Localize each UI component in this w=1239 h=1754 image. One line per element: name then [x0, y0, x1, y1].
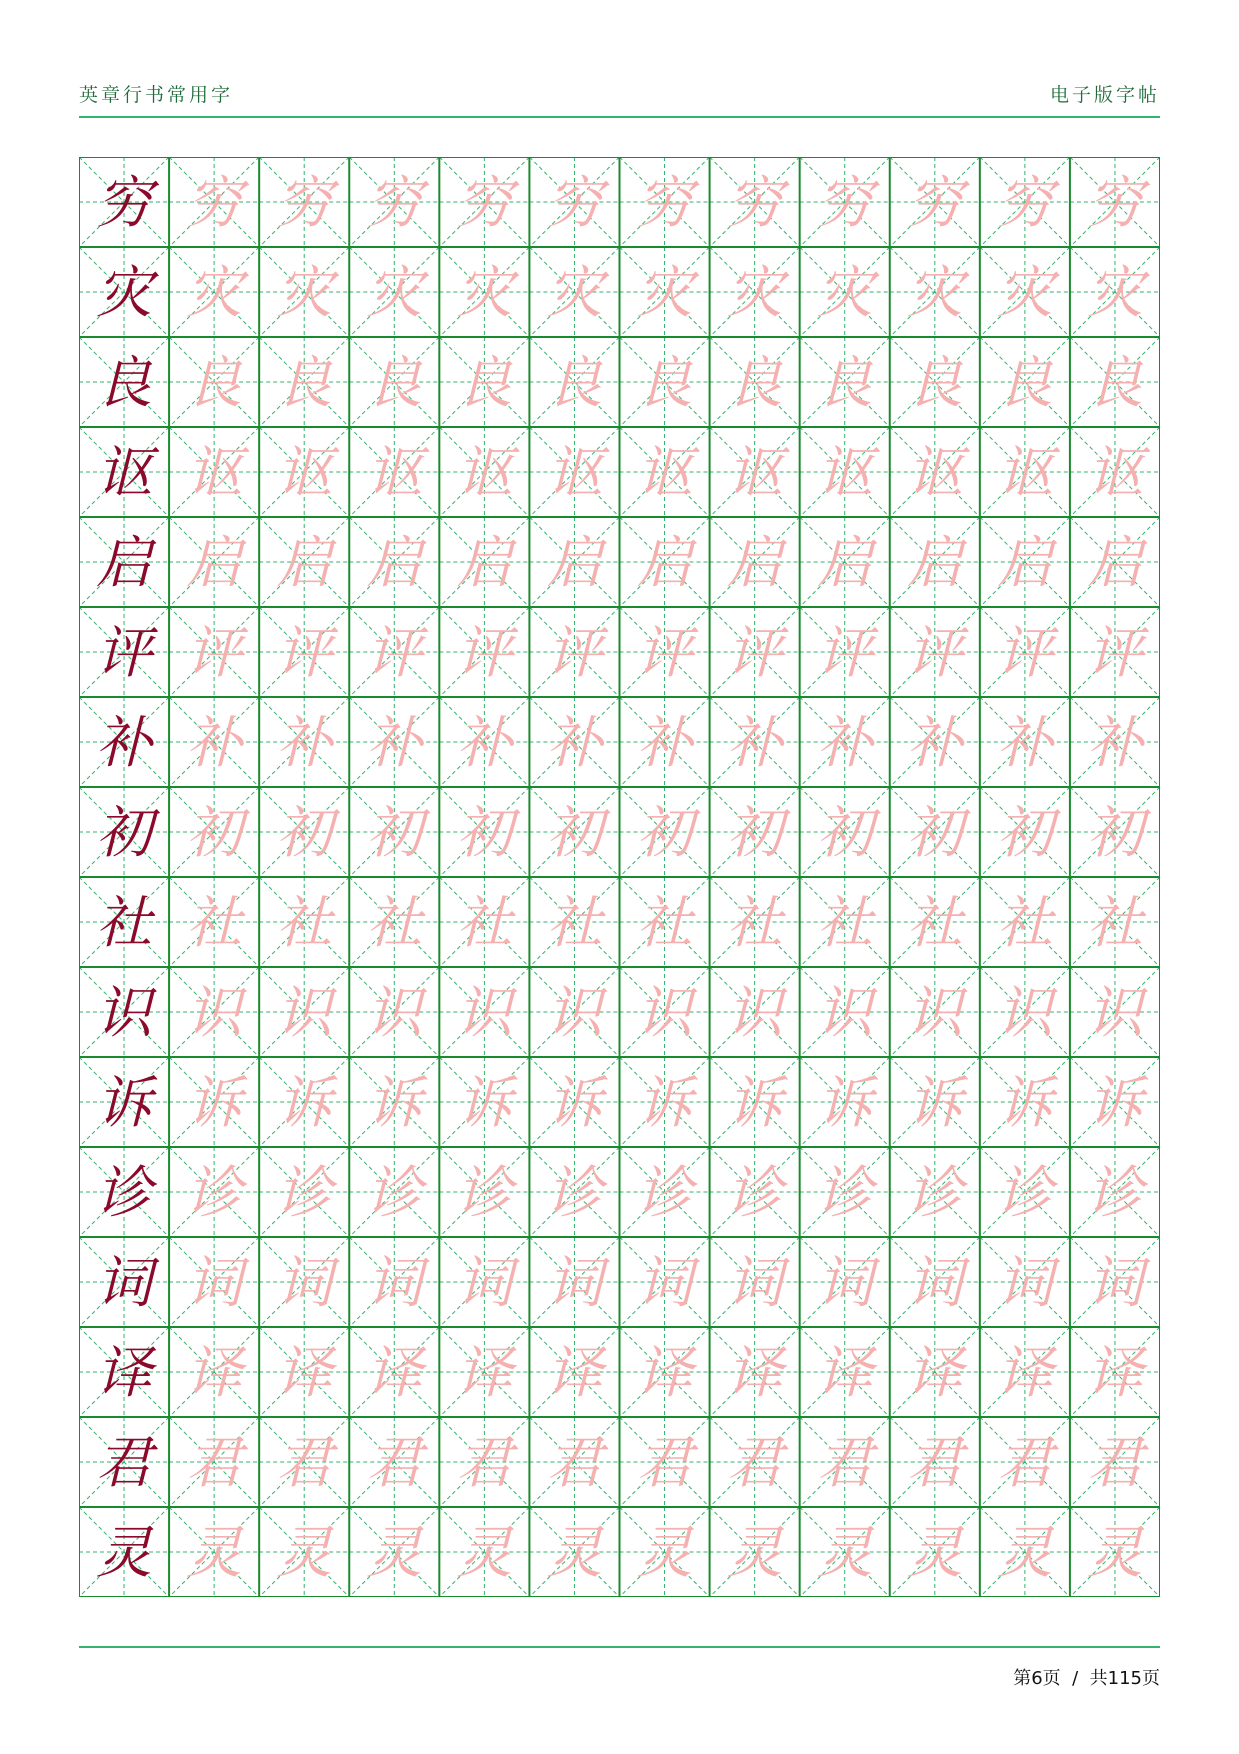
trace-character: 良: [546, 351, 603, 416]
trace-character: 评: [636, 621, 693, 686]
trace-character: 灾: [366, 261, 423, 326]
trace-character: 讴: [996, 441, 1053, 506]
trace-character: 诊: [546, 1161, 603, 1226]
trace-character: 社: [726, 891, 783, 956]
trace-character: 启: [726, 531, 783, 596]
trace-character: 识: [1086, 981, 1143, 1046]
trace-character: 灾: [996, 261, 1053, 326]
trace-character: 识: [276, 981, 333, 1046]
trace-character: 穷: [546, 171, 603, 236]
trace-character: 良: [456, 351, 513, 416]
trace-character: 初: [456, 801, 513, 866]
trace-character: 初: [276, 801, 333, 866]
model-character: 补: [96, 711, 153, 776]
trace-character: 良: [186, 351, 243, 416]
trace-character: 讴: [366, 441, 423, 506]
trace-character: 启: [636, 531, 693, 596]
trace-character: 启: [816, 531, 873, 596]
model-character: 穷: [96, 171, 153, 236]
trace-character: 词: [996, 1251, 1053, 1316]
trace-character: 君: [456, 1431, 513, 1496]
trace-character: 诊: [1086, 1161, 1143, 1226]
trace-character: 补: [186, 711, 243, 776]
trace-character: 社: [546, 891, 603, 956]
trace-character: 识: [456, 981, 513, 1046]
trace-character: 词: [726, 1251, 783, 1316]
trace-character: 启: [996, 531, 1053, 596]
trace-character: 诊: [996, 1161, 1053, 1226]
trace-character: 译: [636, 1341, 693, 1406]
trace-character: 识: [906, 981, 963, 1046]
trace-character: 君: [546, 1431, 603, 1496]
header-subtitle: 电子版字帖: [1049, 84, 1160, 106]
model-character: 初: [96, 801, 153, 866]
trace-character: 初: [1086, 801, 1143, 866]
header-divider: [79, 116, 1160, 118]
trace-character: 诊: [276, 1161, 333, 1226]
trace-character: 灵: [546, 1521, 603, 1586]
trace-character: 诊: [186, 1161, 243, 1226]
trace-character: 启: [276, 531, 333, 596]
trace-character: 识: [546, 981, 603, 1046]
trace-character: 诉: [276, 1071, 333, 1136]
trace-character: 启: [186, 531, 243, 596]
trace-character: 社: [456, 891, 513, 956]
page-separator-slash: /: [1072, 1668, 1079, 1689]
trace-character: 灾: [906, 261, 963, 326]
trace-character: 评: [276, 621, 333, 686]
trace-character: 词: [186, 1251, 243, 1316]
trace-character: 译: [546, 1341, 603, 1406]
trace-character: 译: [816, 1341, 873, 1406]
trace-character: 诉: [366, 1071, 423, 1136]
trace-character: 良: [1086, 351, 1143, 416]
trace-character: 灵: [186, 1521, 243, 1586]
trace-character: 译: [1086, 1341, 1143, 1406]
trace-character: 启: [456, 531, 513, 596]
trace-character: 讴: [906, 441, 963, 506]
trace-character: 灵: [1086, 1521, 1143, 1586]
trace-character: 补: [276, 711, 333, 776]
trace-character: 灵: [726, 1521, 783, 1586]
trace-character: 君: [276, 1431, 333, 1496]
trace-character: 君: [996, 1431, 1053, 1496]
model-character: 启: [96, 531, 153, 596]
trace-character: 诉: [1086, 1071, 1143, 1136]
trace-character: 词: [546, 1251, 603, 1316]
page-total: 共115页: [1089, 1668, 1160, 1689]
trace-character: 讴: [816, 441, 873, 506]
trace-character: 诊: [636, 1161, 693, 1226]
trace-character: 补: [456, 711, 513, 776]
trace-character: 灵: [996, 1521, 1053, 1586]
trace-character: 词: [1086, 1251, 1143, 1316]
model-character: 灾: [96, 261, 153, 326]
trace-character: 灾: [726, 261, 783, 326]
trace-character: 穷: [1086, 171, 1143, 236]
footer-divider: [79, 1646, 1160, 1648]
trace-character: 初: [816, 801, 873, 866]
trace-character: 译: [906, 1341, 963, 1406]
trace-character: 穷: [996, 171, 1053, 236]
trace-character: 穷: [636, 171, 693, 236]
trace-character: 灵: [636, 1521, 693, 1586]
trace-character: 社: [366, 891, 423, 956]
trace-character: 评: [816, 621, 873, 686]
model-character: 灵: [96, 1521, 153, 1586]
trace-character: 讴: [276, 441, 333, 506]
trace-character: 诉: [996, 1071, 1053, 1136]
trace-character: 词: [636, 1251, 693, 1316]
trace-character: 词: [906, 1251, 963, 1316]
trace-character: 讴: [1086, 441, 1143, 506]
trace-character: 灾: [636, 261, 693, 326]
trace-character: 评: [186, 621, 243, 686]
trace-character: 译: [276, 1341, 333, 1406]
trace-character: 讴: [456, 441, 513, 506]
practice-grid-svg: [79, 157, 1160, 1597]
trace-character: 穷: [456, 171, 513, 236]
trace-character: 灵: [906, 1521, 963, 1586]
trace-character: 社: [906, 891, 963, 956]
trace-character: 社: [1086, 891, 1143, 956]
trace-character: 诉: [636, 1071, 693, 1136]
trace-character: 君: [906, 1431, 963, 1496]
trace-character: 灵: [276, 1521, 333, 1586]
trace-character: 识: [996, 981, 1053, 1046]
header-title: 英章行书常用字: [79, 84, 234, 106]
trace-character: 补: [906, 711, 963, 776]
trace-character: 评: [546, 621, 603, 686]
trace-character: 补: [1086, 711, 1143, 776]
trace-character: 补: [726, 711, 783, 776]
trace-character: 君: [366, 1431, 423, 1496]
trace-character: 初: [546, 801, 603, 866]
trace-character: 诊: [906, 1161, 963, 1226]
trace-character: 诊: [816, 1161, 873, 1226]
trace-character: 良: [726, 351, 783, 416]
model-character: 诉: [96, 1071, 153, 1136]
trace-character: 灾: [1086, 261, 1143, 326]
trace-character: 译: [996, 1341, 1053, 1406]
trace-character: 词: [816, 1251, 873, 1316]
trace-character: 初: [636, 801, 693, 866]
trace-character: 初: [726, 801, 783, 866]
trace-character: 词: [456, 1251, 513, 1316]
trace-character: 灾: [456, 261, 513, 326]
trace-character: 社: [276, 891, 333, 956]
trace-character: 识: [816, 981, 873, 1046]
trace-character: 词: [276, 1251, 333, 1316]
trace-character: 诉: [456, 1071, 513, 1136]
trace-character: 评: [726, 621, 783, 686]
trace-character: 良: [816, 351, 873, 416]
trace-character: 灵: [456, 1521, 513, 1586]
trace-character: 君: [636, 1431, 693, 1496]
trace-character: 评: [996, 621, 1053, 686]
trace-character: 初: [186, 801, 243, 866]
trace-character: 灾: [276, 261, 333, 326]
trace-character: 讴: [726, 441, 783, 506]
trace-character: 社: [186, 891, 243, 956]
page-indicator: [1013, 1664, 1160, 1690]
page-number: 第6页: [1013, 1668, 1061, 1689]
trace-character: 良: [276, 351, 333, 416]
trace-character: 灾: [816, 261, 873, 326]
trace-character: 诉: [546, 1071, 603, 1136]
model-character: 译: [96, 1341, 153, 1406]
model-character: 评: [96, 621, 153, 686]
model-character: 社: [96, 891, 153, 956]
trace-character: 诊: [456, 1161, 513, 1226]
trace-character: 初: [366, 801, 423, 866]
trace-character: 译: [186, 1341, 243, 1406]
trace-character: 社: [816, 891, 873, 956]
trace-character: 译: [456, 1341, 513, 1406]
trace-character: 穷: [816, 171, 873, 236]
trace-character: 启: [546, 531, 603, 596]
trace-character: 君: [1086, 1431, 1143, 1496]
trace-character: 初: [996, 801, 1053, 866]
trace-character: 讴: [636, 441, 693, 506]
page-separator-2: [1078, 1668, 1089, 1689]
trace-character: 诊: [726, 1161, 783, 1226]
trace-character: 评: [456, 621, 513, 686]
trace-character: 补: [546, 711, 603, 776]
model-character: 君: [96, 1431, 153, 1496]
trace-character: 启: [366, 531, 423, 596]
trace-character: 社: [996, 891, 1053, 956]
trace-character: 君: [186, 1431, 243, 1496]
trace-character: 君: [816, 1431, 873, 1496]
model-character: 良: [96, 351, 153, 416]
trace-character: 补: [366, 711, 423, 776]
trace-character: 评: [366, 621, 423, 686]
model-character: 讴: [96, 441, 153, 506]
trace-character: 穷: [726, 171, 783, 236]
trace-character: 词: [366, 1251, 423, 1316]
trace-character: 社: [636, 891, 693, 956]
trace-character: 穷: [366, 171, 423, 236]
model-character: 词: [96, 1251, 153, 1316]
model-character: 识: [96, 981, 153, 1046]
trace-character: 诊: [366, 1161, 423, 1226]
trace-character: 补: [636, 711, 693, 776]
trace-character: 识: [636, 981, 693, 1046]
trace-character: 君: [726, 1431, 783, 1496]
trace-character: 讴: [546, 441, 603, 506]
trace-character: 识: [366, 981, 423, 1046]
page-separator: [1061, 1668, 1072, 1689]
trace-character: 识: [186, 981, 243, 1046]
trace-character: 评: [906, 621, 963, 686]
trace-character: 灵: [816, 1521, 873, 1586]
trace-character: 补: [996, 711, 1053, 776]
trace-character: 灾: [186, 261, 243, 326]
model-character: 诊: [96, 1161, 153, 1226]
trace-character: 评: [1086, 621, 1143, 686]
trace-character: 初: [906, 801, 963, 866]
trace-character: 灾: [546, 261, 603, 326]
trace-character: 启: [906, 531, 963, 596]
trace-character: 诉: [816, 1071, 873, 1136]
trace-character: 灵: [366, 1521, 423, 1586]
trace-character: 诉: [726, 1071, 783, 1136]
trace-character: 译: [366, 1341, 423, 1406]
trace-character: 穷: [906, 171, 963, 236]
trace-character: 良: [906, 351, 963, 416]
trace-character: 补: [816, 711, 873, 776]
trace-character: 良: [366, 351, 423, 416]
trace-character: 译: [726, 1341, 783, 1406]
trace-character: 讴: [186, 441, 243, 506]
trace-character: 穷: [276, 171, 333, 236]
trace-character: 良: [996, 351, 1053, 416]
practice-grid: [79, 157, 1160, 1601]
trace-character: 诉: [906, 1071, 963, 1136]
trace-character: 穷: [186, 171, 243, 236]
trace-character: 诉: [186, 1071, 243, 1136]
trace-character: 识: [726, 981, 783, 1046]
trace-character: 良: [636, 351, 693, 416]
trace-character: 启: [1086, 531, 1143, 596]
